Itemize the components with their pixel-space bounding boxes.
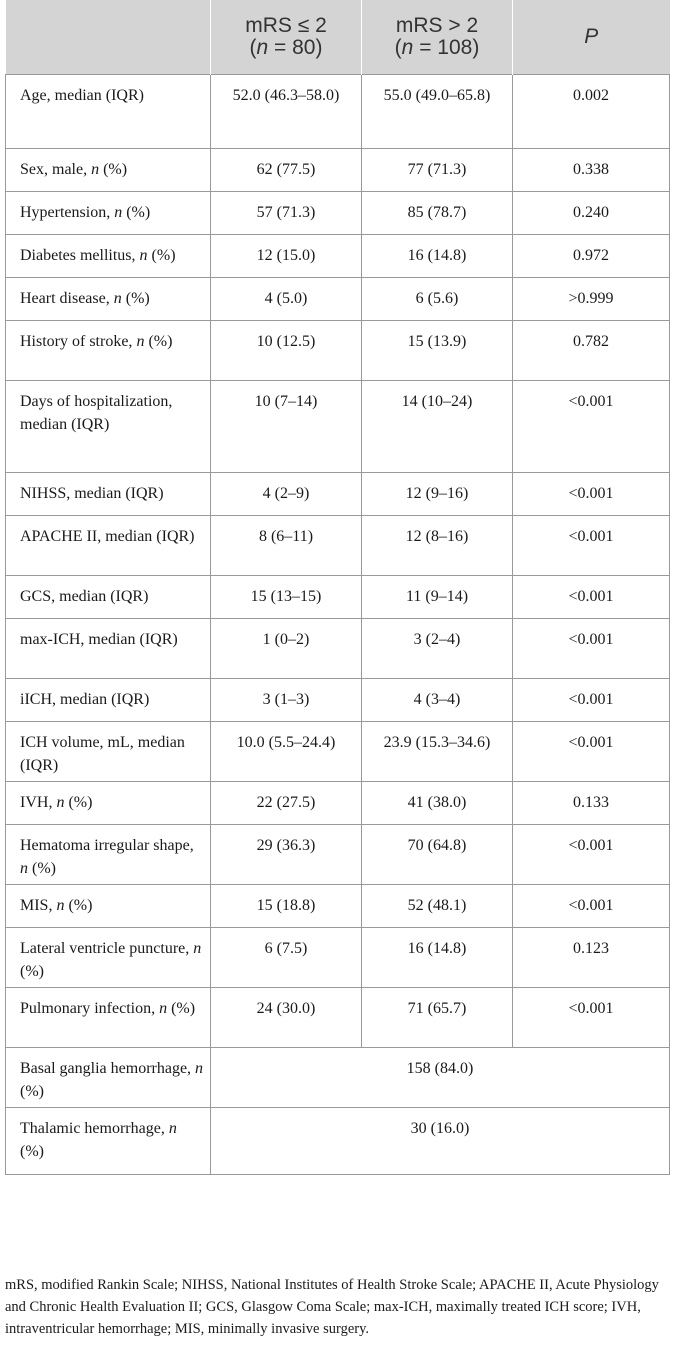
row-label-text: Heart disease, [20,290,114,307]
cell-mrs-high: 52 (48.1) [362,885,513,928]
cell-p-value: 0.972 [513,235,670,278]
cell-mrs-high: 16 (14.8) [362,235,513,278]
row-label [6,516,211,576]
row-label-n: n [139,247,148,264]
cell-p-value: 0.338 [513,149,670,192]
table-body [6,75,670,1175]
table-row [6,619,670,679]
table-footnote: mRS, modified Rankin Scale; NIHSS, National Institutes of Health Stroke Scale; APACHE II, Acute Physiology and Chronic Health Evaluation II; GCS, Glasgow Coma Scale; max-ICH, maximally treated ICH score; IVH, intraventricular hemorrhage; MIS, minimally invasive surgery. [5,1277,659,1337]
header-empty [6,0,211,75]
cell-mrs-high: 70 (64.8) [362,825,513,885]
cell-mrs-low: 6 (7.5) [211,928,362,988]
row-label-text: Sex, male, [20,161,92,178]
row-label-text: IVH, [20,794,57,811]
cell-merged-value: 30 (16.0) [211,1108,670,1175]
cell-p-value: >0.999 [513,278,670,321]
row-label-n: n [159,1000,168,1017]
row-label [6,149,211,192]
cell-p-value: <0.001 [513,885,670,928]
row-label-n: n [56,897,65,914]
row-label [6,988,211,1048]
row-label-text: Age, median (IQR) [20,87,144,104]
row-label-text: NIHSS, median (IQR) [20,485,164,502]
table-row-merged [6,1048,670,1108]
cell-mrs-high: 3 (2–4) [362,619,513,679]
row-label [6,278,211,321]
table-header-row [6,0,670,75]
cell-mrs-low: 22 (27.5) [211,782,362,825]
cell-p-value: <0.001 [513,825,670,885]
row-label-n: n [114,204,123,221]
table-container [5,0,669,1175]
cell-mrs-low: 10 (7–14) [211,381,362,473]
cell-mrs-high: 12 (8–16) [362,516,513,576]
cell-mrs-high: 15 (13.9) [362,321,513,381]
cell-p-value: <0.001 [513,473,670,516]
row-label-text: MIS, [20,897,57,914]
row-label-text: Thalamic hemorrhage, [20,1120,169,1137]
cell-mrs-low: 1 (0–2) [211,619,362,679]
table-row [6,235,670,278]
cell-p-value: 0.002 [513,75,670,149]
cell-mrs-low: 10.0 (5.5–24.4) [211,722,362,782]
table-row [6,576,670,619]
cell-mrs-low: 15 (18.8) [211,885,362,928]
cell-p-value: 0.133 [513,782,670,825]
cell-mrs-low: 15 (13–15) [211,576,362,619]
row-label-n: n [20,860,28,877]
cell-mrs-high: 14 (10–24) [362,381,513,473]
table-row [6,988,670,1048]
row-label [6,782,211,825]
row-label-suffix: (%) [144,333,173,350]
row-label-suffix: (%) [64,897,93,914]
row-label-suffix: (%) [64,794,93,811]
header-mrs-high-post: = 108) [413,36,480,59]
header-mrs-low-n: n [256,36,269,59]
cell-mrs-low: 52.0 (46.3–58.0) [211,75,362,149]
row-label-text: History of stroke, [20,333,137,350]
row-label [6,928,211,988]
row-label-suffix: (%) [122,204,151,221]
row-label-text: iICH, median (IQR) [20,691,150,708]
table-row [6,679,670,722]
header-mrs-high-n: n [401,36,414,59]
row-label-suffix: (%) [28,860,56,877]
row-label-text: ICH volume, mL, median (IQR) [20,734,185,774]
cell-p-value: <0.001 [513,516,670,576]
cell-mrs-low: 4 (2–9) [211,473,362,516]
table-row [6,782,670,825]
cell-p-value: <0.001 [513,619,670,679]
row-label-n: n [113,290,122,307]
row-label [6,381,211,473]
cell-p-value: <0.001 [513,988,670,1048]
header-mrs-high-pre: ( [394,36,402,59]
header-p-value [513,0,670,75]
cell-p-value: <0.001 [513,679,670,722]
cell-mrs-high: 6 (5.6) [362,278,513,321]
table-row [6,516,670,576]
cell-mrs-low: 3 (1–3) [211,679,362,722]
cell-mrs-high: 12 (9–16) [362,473,513,516]
table-row [6,75,670,149]
table-row [6,278,670,321]
table-row [6,149,670,192]
row-label-n: n [193,940,202,957]
table-row [6,473,670,516]
cell-mrs-low: 57 (71.3) [211,192,362,235]
row-label [6,619,211,679]
row-label-n: n [91,161,100,178]
table-row [6,825,670,885]
row-label [6,825,211,885]
cell-mrs-low: 24 (30.0) [211,988,362,1048]
cell-mrs-low: 10 (12.5) [211,321,362,381]
cell-mrs-high: 77 (71.3) [362,149,513,192]
header-p-label: P [584,25,599,48]
row-label [6,321,211,381]
header-mrs-low-pre: ( [249,36,257,59]
table-row [6,192,670,235]
row-label-text: GCS, median (IQR) [20,588,149,605]
row-label-suffix: (%) [167,1000,196,1017]
header-mrs-low-post: = 80) [268,36,323,59]
cell-p-value: 0.782 [513,321,670,381]
row-label-text: APACHE II, median (IQR) [20,528,195,545]
cell-mrs-high: 71 (65.7) [362,988,513,1048]
row-label-text: Hypertension, [20,204,115,221]
cell-mrs-low: 29 (36.3) [211,825,362,885]
row-label [6,473,211,516]
header-mrs-low-line1: mRS ≤ 2 [245,14,327,37]
cell-mrs-low: 62 (77.5) [211,149,362,192]
row-label-suffix: (%) [20,963,44,980]
table-row [6,885,670,928]
cell-p-value: <0.001 [513,576,670,619]
row-label [6,1048,211,1108]
row-label [6,192,211,235]
cell-mrs-high: 85 (78.7) [362,192,513,235]
table-row [6,928,670,988]
data-table [5,0,670,1175]
row-label [6,679,211,722]
row-label-suffix: (%) [20,1143,44,1160]
row-label [6,885,211,928]
row-label-text: Diabetes mellitus, [20,247,140,264]
row-label-text: Lateral ventricle puncture, [20,940,194,957]
row-label-suffix: (%) [20,1083,44,1100]
cell-mrs-low: 12 (15.0) [211,235,362,278]
cell-p-value: <0.001 [513,381,670,473]
row-label-text: max-ICH, median (IQR) [20,631,178,648]
row-label [6,235,211,278]
row-label-text: Days of hospitalization, median (IQR) [20,393,173,433]
cell-mrs-high: 55.0 (49.0–65.8) [362,75,513,149]
row-label-suffix: (%) [147,247,176,264]
row-label-n: n [195,1060,204,1077]
cell-merged-value: 158 (84.0) [211,1048,670,1108]
table-row [6,321,670,381]
cell-mrs-high: 41 (38.0) [362,782,513,825]
cell-p-value: 0.240 [513,192,670,235]
table-row [6,381,670,473]
row-label-text: Hematoma irregular shape, [20,837,194,854]
row-label-suffix: (%) [121,290,150,307]
row-label [6,576,211,619]
header-mrs-high [362,0,513,75]
row-label-n: n [168,1120,177,1137]
cell-p-value: 0.123 [513,928,670,988]
row-label-n: n [136,333,145,350]
row-label [6,75,211,149]
cell-mrs-low: 8 (6–11) [211,516,362,576]
row-label-text: Basal ganglia hemorrhage, [20,1060,196,1077]
table-row-merged [6,1108,670,1175]
cell-p-value: <0.001 [513,722,670,782]
cell-mrs-high: 4 (3–4) [362,679,513,722]
cell-mrs-high: 11 (9–14) [362,576,513,619]
header-mrs-high-line1: mRS > 2 [395,14,479,37]
cell-mrs-high: 16 (14.8) [362,928,513,988]
table-row [6,722,670,782]
header-mrs-low [211,0,362,75]
row-label [6,722,211,782]
cell-mrs-high: 23.9 (15.3–34.6) [362,722,513,782]
row-label [6,1108,211,1175]
cell-mrs-low: 4 (5.0) [211,278,362,321]
row-label-n: n [56,794,65,811]
row-label-suffix: (%) [99,161,128,178]
row-label-text: Pulmonary infection, [20,1000,160,1017]
